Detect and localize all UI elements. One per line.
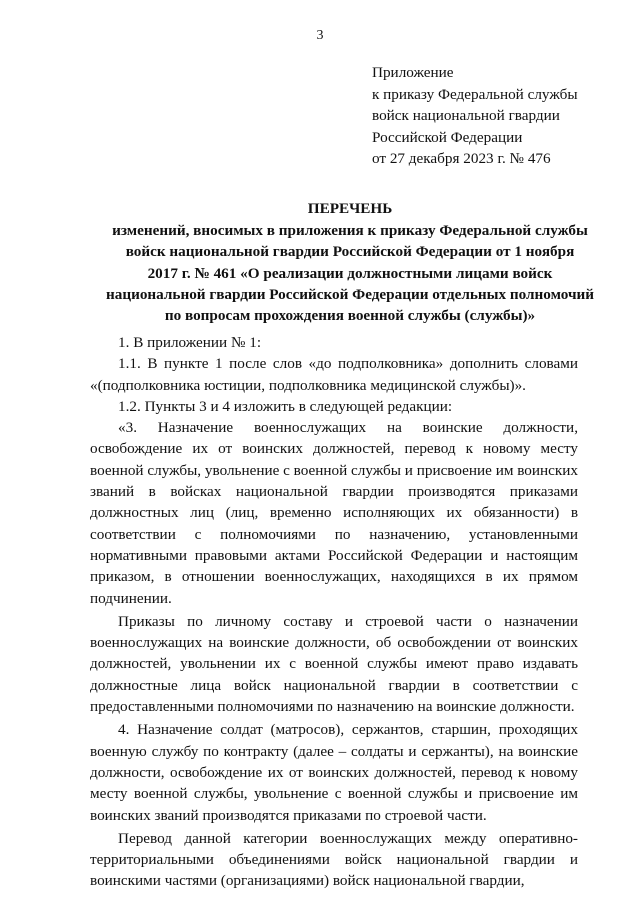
paragraph-item-1-2: 1.2. Пункты 3 и 4 изложить в следующей редакции:	[118, 397, 453, 415]
page-number: 3	[316, 28, 324, 43]
appendix-line: Российской Федерации	[372, 128, 523, 146]
document-heading	[60, 198, 640, 326]
heading-line: национальной гвардии Российской Федерации отдельных полномочий	[105, 285, 595, 303]
paragraph-transfer: Перевод данной категории военнослужащих между оперативно-территориальными объединениями войск национальной гвардии и воинскими частями (организациями) войск национальной гвардии,	[90, 829, 578, 890]
document-body	[90, 332, 578, 892]
appendix-line: Приложение	[372, 64, 454, 81]
paragraph-point-3: «3. Назначение военнослужащих на воинские должности, освобождение их от воинских должностей, перевод к новому месту военной службы, увольнение с военной службы и присвоение им воинских званий в войсках национальной гвардии производятся приказами должностных лиц (лиц, временно исполняющих их обязанности) в соответствии с полномочиями по назначению, установленными нормативными правовыми актами Российской Федерации и настоящим приказом, в отношении военнослужащих, находящихся в их прямом подчинении.	[90, 419, 578, 607]
heading-line: по вопросам прохождения военной службы (службы)»	[164, 307, 536, 325]
heading-line: изменений, вносимых в приложения к приказу Федеральной службы	[112, 222, 588, 240]
paragraph-item-1-1: 1.1. В пункте 1 после слов «до подполковника» дополнить словами «(подполковника юстиции, подполковника медицинской службы)».	[90, 355, 578, 394]
heading-title: ПЕРЕЧЕНЬ	[307, 200, 393, 217]
appendix-line: от 27 декабря 2023 г. № 476	[372, 150, 551, 168]
heading-line: 2017 г. № 461 «О реализации должностными лицами войск	[147, 264, 553, 282]
heading-line: войск национальной гвардии Российской Федерации от 1 ноября	[125, 243, 575, 261]
paragraph-item-1: 1. В приложении № 1:	[118, 334, 262, 351]
appendix-block	[372, 62, 578, 170]
heading-subtitle	[60, 220, 640, 326]
appendix-line: войск национальной гвардии	[372, 107, 560, 125]
appendix-line: к приказу Федеральной службы	[372, 85, 578, 103]
paragraph-orders: Приказы по личному составу и строевой части о назначении военнослужащих на воинские должности, об освобождении от воинских должностей, увольнении их с военной службы имеют право издавать должностные лица войск национальной гвардии в соответствии с предоставленными полномочиями по назначению на воинские должности.	[90, 612, 578, 716]
paragraph-point-4: 4. Назначение солдат (матросов), сержантов, старшин, проходящих военную службу по контракту (далее – солдаты и сержанты), на воинские должности, освобождение их от воинских должностей, перевод к новому месту военной службы, увольнение с военной службы и присвоение им воинских званий производятся приказами по строевой части.	[90, 721, 578, 824]
